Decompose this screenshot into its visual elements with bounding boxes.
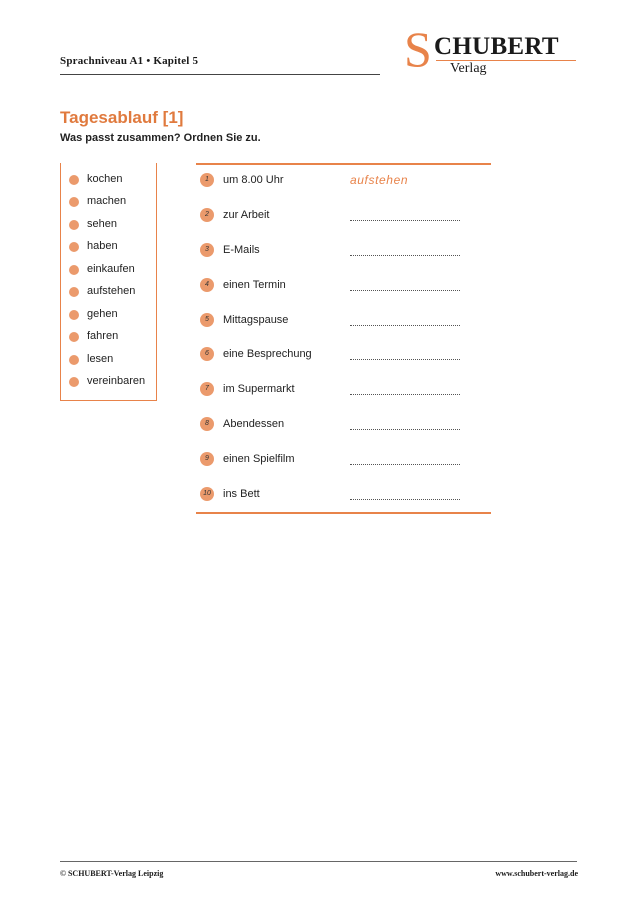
answer-blank[interactable]	[350, 386, 460, 395]
answer-filled[interactable]: aufstehen	[350, 173, 409, 187]
bullet-icon	[69, 197, 79, 207]
item-phrase: zur Arbeit	[223, 209, 270, 221]
item-phrase: im Supermarkt	[223, 383, 295, 395]
answer-blank[interactable]	[350, 421, 460, 430]
header-level-chapter: Sprachniveau A1 • Kapitel 5	[60, 55, 199, 67]
exercise-row	[200, 173, 490, 193]
bullet-icon	[69, 310, 79, 320]
worksheet-instruction: Was passt zusammen? Ordnen Sie zu.	[60, 132, 261, 144]
item-number-badge: 1	[200, 173, 214, 187]
item-phrase: E-Mails	[223, 244, 260, 256]
exercise-top-rule	[196, 163, 491, 165]
answer-blank[interactable]	[350, 351, 460, 360]
item-phrase: einen Spielfilm	[223, 453, 295, 465]
logo-wordmark: CHUBERT	[434, 33, 559, 60]
item-phrase: ins Bett	[223, 488, 260, 500]
item-phrase: Abendessen	[223, 418, 285, 430]
bullet-icon	[69, 332, 79, 342]
answer-blank[interactable]	[350, 456, 460, 465]
exercise-row	[200, 278, 490, 298]
item-phrase: um 8.00 Uhr	[223, 174, 284, 186]
bullet-icon	[69, 355, 79, 365]
answer-blank[interactable]	[350, 247, 460, 256]
item-number-badge: 4	[200, 278, 214, 292]
bullet-icon	[69, 220, 79, 230]
word-bank: kochen machen sehen haben einkaufen aufstehen gehen fahren lesen vereinbaren	[60, 163, 157, 401]
logo-subtitle: Verlag	[450, 61, 487, 76]
footer-website-link[interactable]: www.schubert-verlag.de	[495, 869, 578, 878]
exercise-row	[200, 382, 490, 402]
publisher-logo	[404, 21, 579, 80]
item-phrase: eine Besprechung	[223, 348, 312, 360]
item-number-badge: 8	[200, 417, 214, 431]
exercise-row	[200, 208, 490, 228]
item-number-badge: 9	[200, 452, 214, 466]
answer-blank[interactable]	[350, 212, 460, 221]
answer-blank[interactable]	[350, 317, 460, 326]
item-number-badge: 2	[200, 208, 214, 222]
answer-blank[interactable]	[350, 282, 460, 291]
logo-initial: S	[404, 21, 432, 77]
exercise-row	[200, 452, 490, 472]
item-phrase: einen Termin	[223, 279, 286, 291]
worksheet-title: Tagesablauf [1]	[60, 108, 184, 127]
exercise-row	[200, 347, 490, 367]
bullet-icon	[69, 175, 79, 185]
exercise-bottom-rule	[196, 512, 491, 514]
item-number-badge: 10	[200, 487, 214, 501]
item-number-badge: 5	[200, 313, 214, 327]
bullet-icon	[69, 377, 79, 387]
item-number-badge: 3	[200, 243, 214, 257]
item-number-badge: 6	[200, 347, 214, 361]
header-divider	[60, 74, 380, 75]
exercise-row	[200, 313, 490, 333]
item-number-badge: 7	[200, 382, 214, 396]
bullet-icon	[69, 242, 79, 252]
exercise-row	[200, 417, 490, 437]
answer-blank[interactable]	[350, 491, 460, 500]
exercise-row	[200, 487, 490, 507]
footer-copyright: © SCHUBERT-Verlag Leipzig	[60, 869, 164, 878]
footer-divider	[60, 861, 577, 862]
item-phrase: Mittagspause	[223, 314, 289, 326]
bullet-icon	[69, 287, 79, 297]
bullet-icon	[69, 265, 79, 275]
exercise-row	[200, 243, 490, 263]
